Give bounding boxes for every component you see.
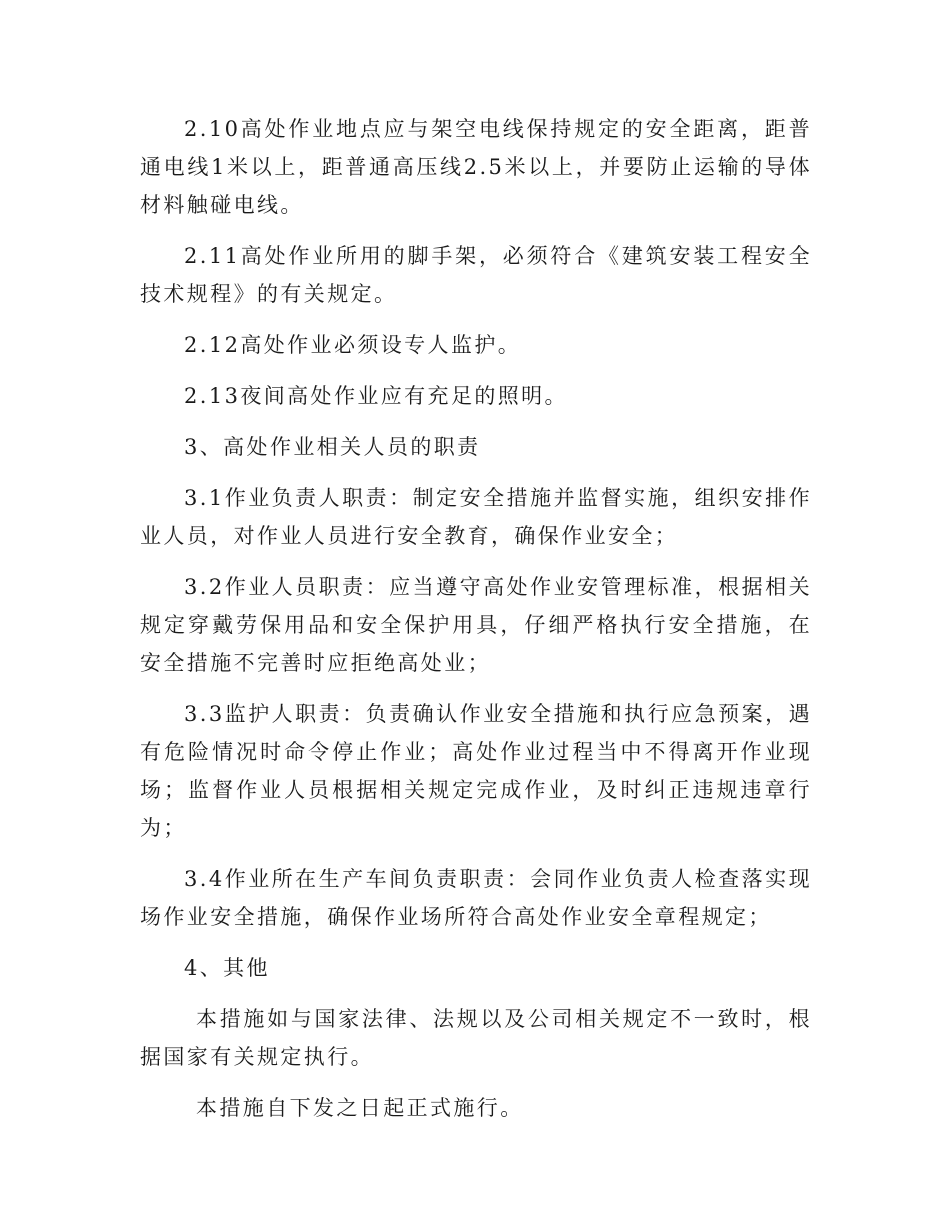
paragraph-3-1: 3.1作业负责人职责：制定安全措施并监督实施，组织安排作业人员，对作业人员进行安全教育，确保作业安全； (140, 486, 812, 548)
paragraph-2-13: 2.13夜间高处作业应有充足的照明。 (184, 384, 568, 408)
section-heading-4: 4、其他 (184, 956, 270, 980)
paragraph-other-2: 本措施自下发之日起正式施行。 (196, 1096, 524, 1120)
paragraph-other-1: 本措施如与国家法律、法规以及公司相关规定不一致时，根据国家有关规定执行。 (140, 1007, 812, 1069)
section-heading-3: 3、高处作业相关人员的职责 (184, 435, 481, 459)
paragraph-3-2: 3.2作业人员职责：应当遵守高处作业安管理标准，根据相关规定穿戴劳保用品和安全保护用具，仔细严格执行安全措施，在安全措施不完善时应拒绝高处业； (140, 575, 812, 675)
paragraph-2-12: 2.12高处作业必须设专人监护。 (184, 333, 522, 357)
paragraph-2-10: 2.10高处作业地点应与架空电线保持规定的安全距离，距普通电线1米以上，距普通高压线2.5米以上，并要防止运输的导体材料触碰电线。 (140, 117, 812, 217)
paragraph-2-11: 2.11高处作业所用的脚手架，必须符合《建筑安装工程安全技术规程》的有关规定。 (140, 244, 812, 306)
paragraph-3-3: 3.3监护人职责：负责确认作业安全措施和执行应急预案，遇有危险情况时命令停止作业；高处作业过程当中不得离开作业现场；监督作业人员根据相关规定完成作业，及时纠正违规违章行为； (140, 702, 812, 840)
document-body (140, 110, 812, 1140)
paragraph-3-4: 3.4作业所在生产车间负责职责：会同作业负责人检查落实现场作业安全措施，确保作业场所符合高处作业安全章程规定； (140, 867, 812, 929)
